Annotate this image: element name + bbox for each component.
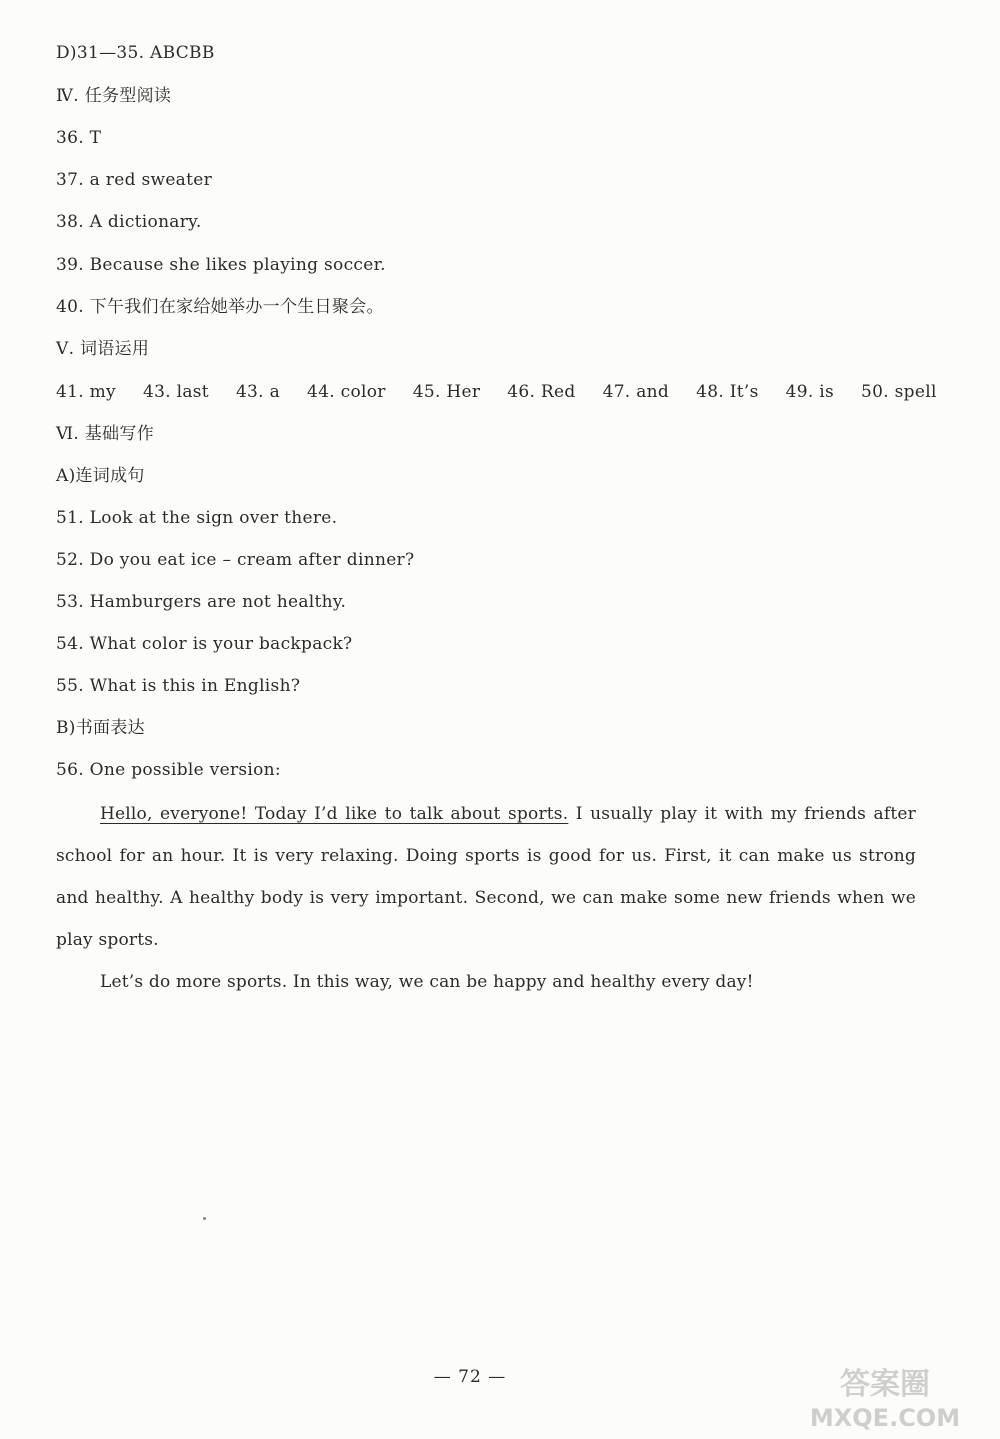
word-use-item: 43. last — [142, 382, 209, 402]
page-number: — 72 — — [433, 1367, 507, 1387]
part-a-heading: A)连词成句 — [56, 466, 145, 486]
answer-53: 53. Hamburgers are not healthy. — [56, 592, 347, 612]
section-vi-heading: Ⅵ. 基础写作 — [56, 424, 155, 444]
essay-underlined-opening: Hello, everyone! Today I’d like to talk about sports. — [100, 804, 569, 824]
answer-38: 38. A dictionary. — [56, 212, 202, 232]
word-use-item: 44. color — [307, 382, 386, 402]
word-use-item: 41. my — [56, 382, 116, 402]
word-use-item: 46. Red — [507, 382, 576, 402]
watermark-text-top: 答案圈 — [840, 1367, 930, 1402]
word-use-item: 45. Her — [412, 382, 481, 402]
word-use-item: 43. a — [235, 382, 281, 402]
word-use-answers — [56, 381, 964, 403]
essay-paragraph-1-text: I usually play it with my friends after school for an hour. It is very relaxing. Doing sports is good for us. First, it can make us strong and healthy. A healthy body is very important. Second, we can make some new friends when we play sports. — [56, 804, 916, 950]
part-b-heading: B)书面表达 — [56, 718, 145, 738]
answer-54: 54. What color is your backpack? — [56, 634, 353, 654]
section-iv-heading: Ⅳ. 任务型阅读 — [56, 86, 172, 106]
watermark-logo — [790, 1362, 980, 1432]
answer-56-label: 56. One possible version: — [56, 760, 281, 780]
answer-36: 36. T — [56, 128, 102, 148]
essay-paragraph-2-text: Let’s do more sports. In this way, we can be happy and healthy every day! — [100, 972, 754, 992]
essay-paragraph-2 — [56, 961, 916, 1003]
scan-speck — [203, 1217, 206, 1220]
answer-39: 39. Because she likes playing soccer. — [56, 255, 386, 275]
watermark-text-bottom: MXQE.COM — [809, 1404, 961, 1432]
word-use-item: 47. and — [602, 382, 670, 402]
answer-40: 40. 下午我们在家给她举办一个生日聚会。 — [56, 297, 384, 317]
answer-55: 55. What is this in English? — [56, 676, 301, 696]
answer-52: 52. Do you eat ice – cream after dinner? — [56, 550, 415, 570]
word-use-item: 48. It’s — [696, 382, 759, 402]
essay-paragraph-1 — [56, 793, 916, 961]
answer-51: 51. Look at the sign over there. — [56, 508, 338, 528]
section-v-heading: Ⅴ. 词语运用 — [56, 339, 150, 359]
answer-37: 37. a red sweater — [56, 170, 213, 190]
section-d-answers: D)31—35. ABCBB — [56, 43, 215, 63]
word-use-item: 49. is — [785, 382, 835, 402]
word-use-item: 50. spell — [861, 382, 937, 402]
